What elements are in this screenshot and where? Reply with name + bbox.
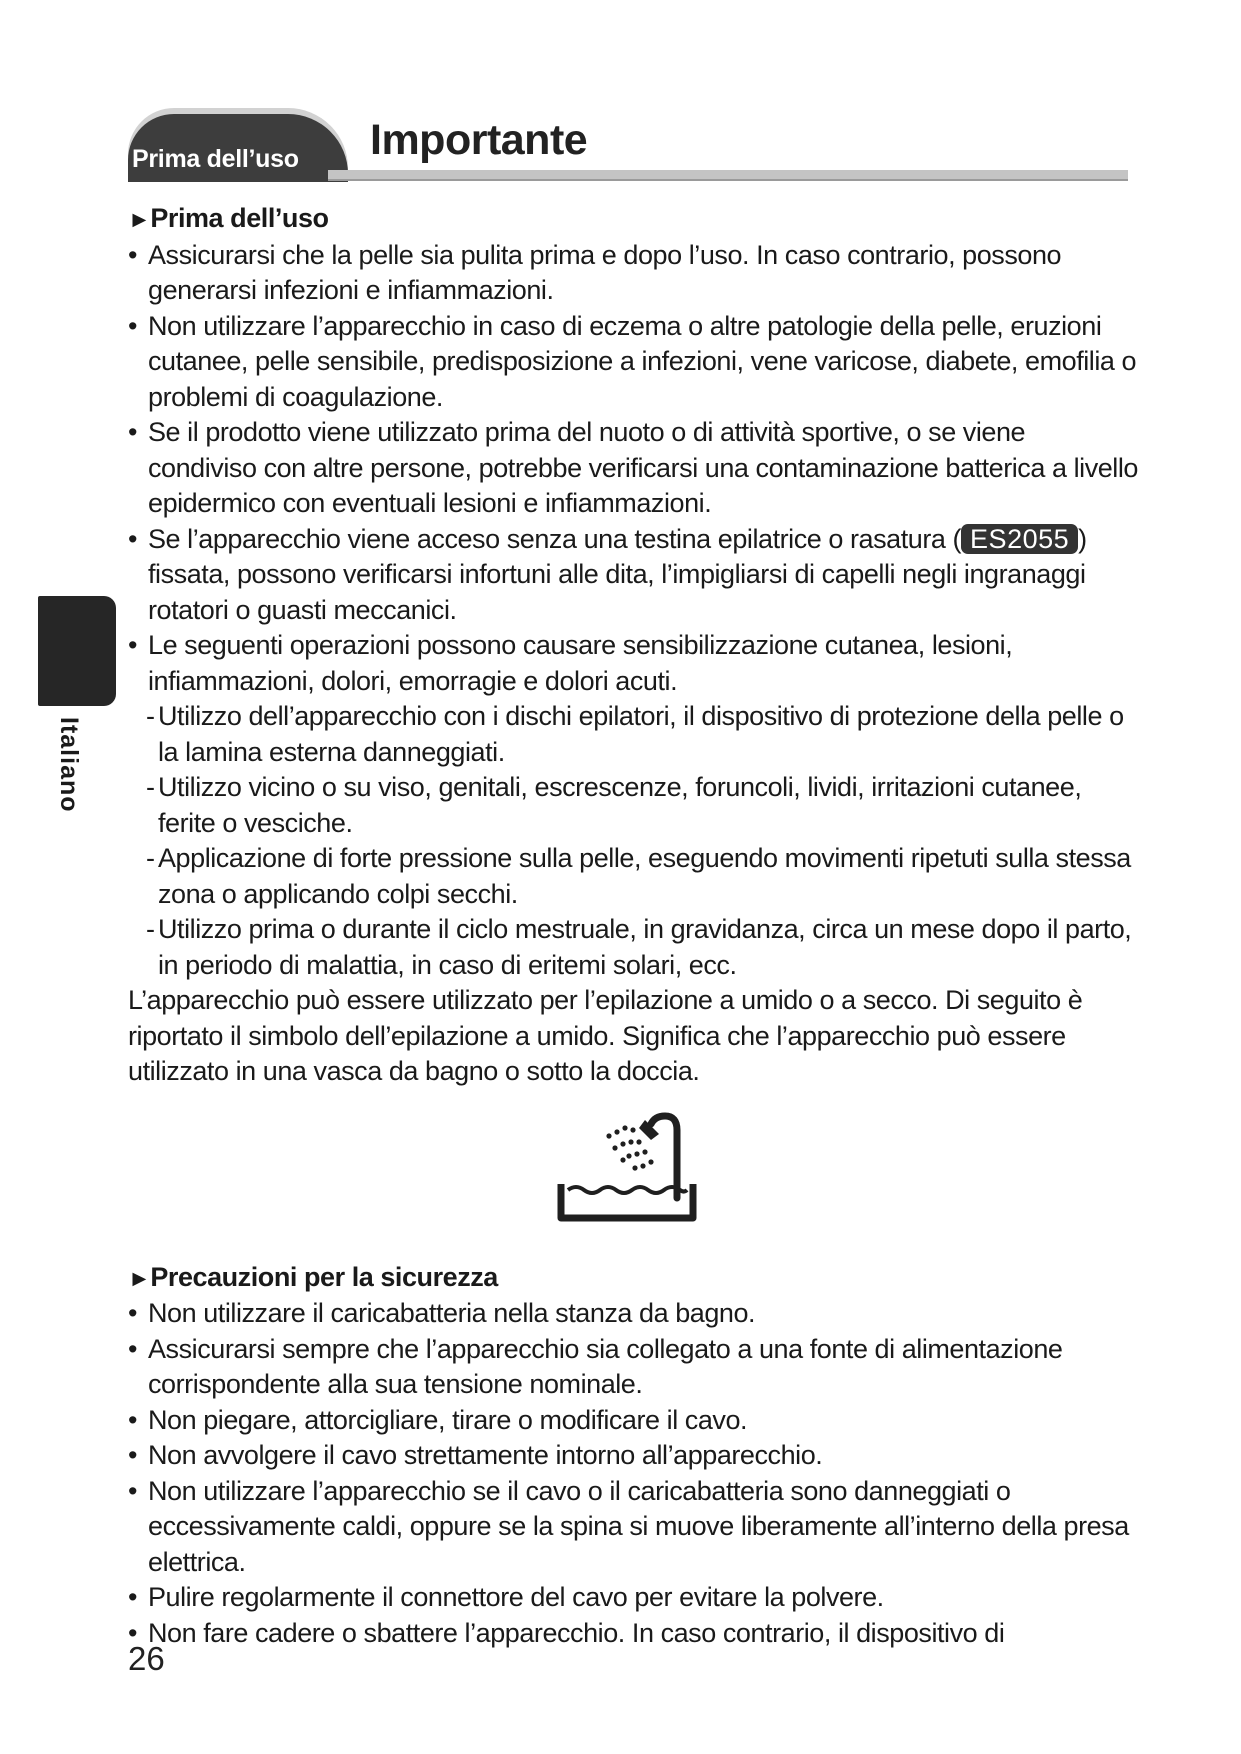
triangle-right-icon: ► [128,1264,151,1291]
list-item: • Non piegare, attorcigliare, tirare o modificare il cavo. [128,1403,1138,1439]
language-label: Italiano [55,717,83,813]
list-item: • Se il prodotto viene utilizzato prima del nuoto o di attività sportive, o se viene condiviso con altre persone, potrebbe verificarsi una contaminazione batterica a livello epidermico con eventuali lesioni e infiammazioni. [128,415,1138,522]
shower-bath-icon [553,1108,703,1233]
sub-list-item: - Applicazione di forte pressione sulla pelle, eseguendo movimenti ripetuti sulla stessa zona o applicando colpi secchi. [146,841,1138,912]
header-rule [328,170,1128,181]
sub-list-item: - Utilizzo dell’apparecchio con i dischi epilatori, il dispositivo di protezione della pelle o la lamina esterna danneggiati. [146,699,1138,770]
section-tab [128,114,348,182]
section-heading-text: Prima dell’uso [150,203,329,233]
list-item: • Non utilizzare l’apparecchio in caso di eczema o altre patologie della pelle, eruzioni cutanee, pelle sensibile, predisposizione a infezioni, vene varicose, diabete, emofilia o problemi di coagulazione. [128,309,1138,416]
section-heading-text: Precauzioni per la sicurezza [150,1261,498,1292]
sub-list [128,699,1138,983]
bullet-list-sicurezza [128,1296,1138,1651]
list-item [128,522,1138,629]
wet-use-symbol [128,1090,1138,1240]
list-item [128,628,1138,699]
section-header [128,108,1128,182]
sub-list-item: - Utilizzo prima o durante il ciclo mestruale, in gravidanza, circa un mese dopo il parto, in periodo di malattia, in caso di eritemi solari, ecc. [146,912,1138,983]
bullet-list-prima-uso [128,238,1138,700]
page-number: 26 [128,1640,165,1677]
triangle-right-icon: ► [128,206,151,232]
list-item-text: Se l’apparecchio viene acceso senza una testina epilatrice o rasatura ( [148,523,962,554]
list-item-text: ) fissata, possono verificarsi infortuni alle dita, l’impigliarsi di capelli negli ingranaggi rotatori o guasti meccanici. [148,523,1087,625]
safety-section [128,1260,1138,1652]
sub-list-item: - Utilizzo vicino o su viso, genitali, escrescenze, foruncoli, lividi, irritazioni cutanee, ferite o vesciche. [146,770,1138,841]
list-item: • Pulire regolarmente il connettore del cavo per evitare la polvere. [128,1580,1138,1616]
wet-dry-paragraph: L’apparecchio può essere utilizzato per l’epilazione a umido o a secco. Di seguito è riportato il simbolo dell’epilazione a umido. Significa che l’apparecchio può essere utilizzato in una vasca da bagno o sotto la doccia. [128,985,1083,1086]
list-item: • Non utilizzare l’apparecchio se il cavo o il caricabatteria sono danneggiati o eccessivamente caldi, oppure se la spina si muove liberamente all’interno della presa elettrica. [128,1474,1138,1581]
page-content [128,201,1138,1651]
list-item: • Non avvolgere il cavo strettamente intorno all’apparecchio. [128,1438,1138,1474]
language-marker-block [38,596,116,706]
list-item: • Non fare cadere o sbattere l’apparecchio. In caso contrario, il dispositivo di [128,1616,1138,1652]
list-item: • Assicurarsi che la pelle sia pulita prima e dopo l’uso. In caso contrario, possono generarsi infezioni e infiammazioni. [128,238,1138,309]
model-badge: ES2055 [961,524,1078,554]
list-item: • Assicurarsi sempre che l’apparecchio sia collegato a una fonte di alimentazione corrispondente alla sua tensione nominale. [128,1332,1138,1403]
page-title: Importante [370,116,588,164]
section-heading-prima-uso [128,201,1138,238]
section-heading-sicurezza [128,1260,1138,1297]
list-item: • Non utilizzare il caricabatteria nella stanza da bagno. [128,1296,1138,1332]
section-tab-label: Prima dell’uso [132,145,299,173]
list-item-text: Le seguenti operazioni possono causare sensibilizzazione cutanea, lesioni, infiammazioni, dolori, emorragie e dolori acuti. [148,630,1013,696]
